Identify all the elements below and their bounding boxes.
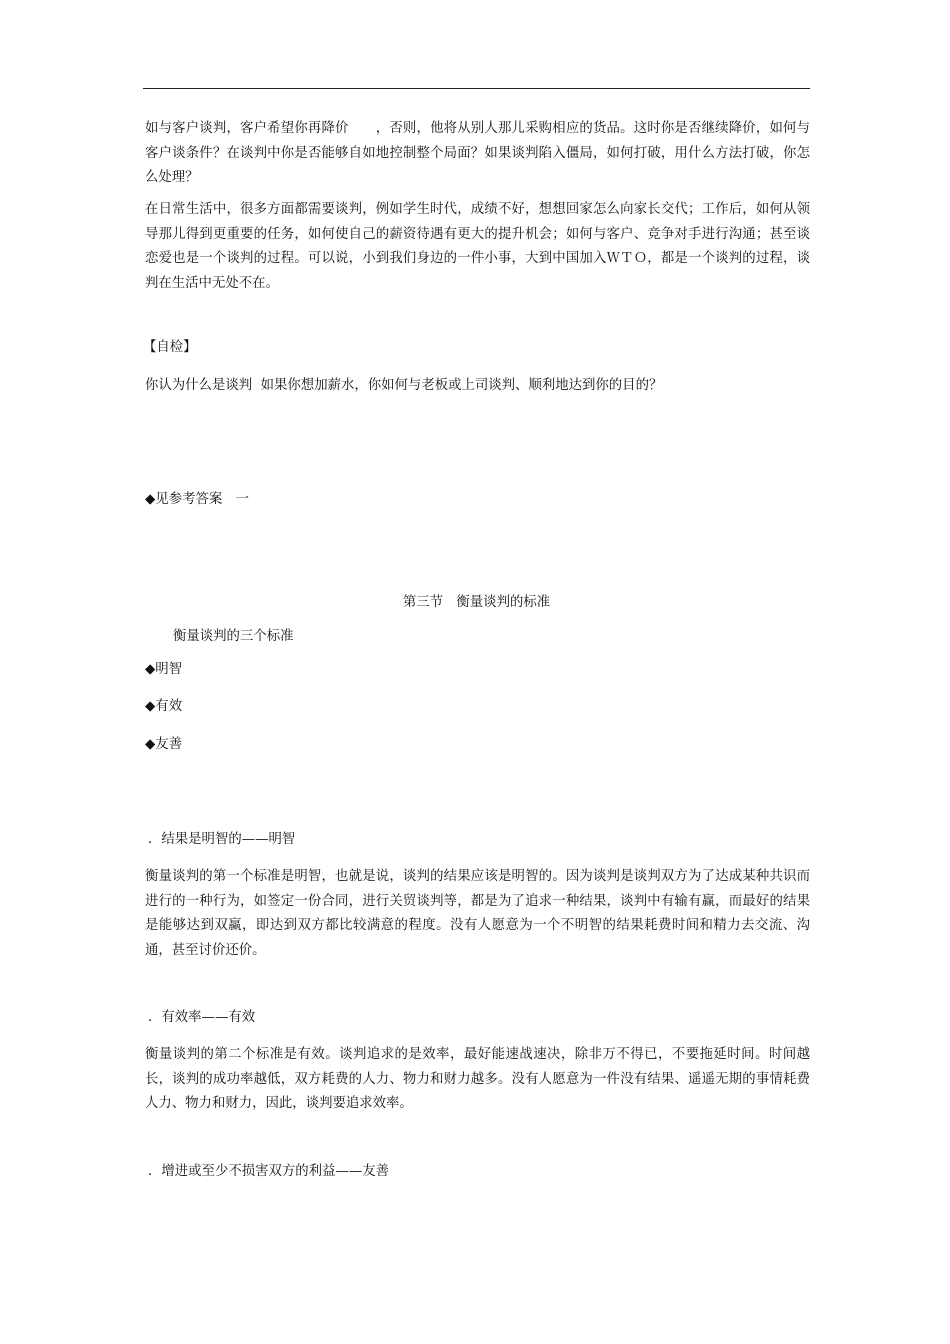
criterion-heading: ．有效率——有效 bbox=[148, 1010, 256, 1025]
intro-paragraph: 如与客户谈判，客户希望你再降价 ，否则，他将从别人那儿采购相应的货品。这时你是否继续降价，如何与客户谈条件？在谈判中你是否能够自如地控制整个局面？如果谈判陷入僵局，如何打破，用什么方法打破，你怎么处理？ bbox=[145, 121, 810, 185]
criterion-body: 衡量谈判的第一个标准是明智，也就是说，谈判的结果应该是明智的。因为谈判是谈判双方为了达成某种共识而进行的一种行为，如签定一份合同，进行关贸谈判等，都是为了追求一种结果，谈判中有输有赢，而最好的结果是能够达到双赢，即达到双方都比较满意的程度。没有人愿意为一个不明智的结果耗费时间和精力去交流、沟通，甚至讨价还价。 bbox=[145, 869, 810, 958]
criterion-heading: ．增进或至少不损害双方的利益——友善 bbox=[148, 1164, 390, 1179]
bullet-item: ◆明智 bbox=[145, 662, 183, 677]
header-rule bbox=[143, 88, 810, 89]
bullet-item: ◆友善 bbox=[145, 737, 183, 752]
self-check-question: 你认为什么是谈判 如果你想加薪水，你如何与老板或上司谈判、顺利地达到你的目的？ bbox=[145, 378, 663, 393]
criterion-heading: ．结果是明智的——明智 bbox=[148, 832, 296, 847]
answer-reference: ◆见参考答案 一 bbox=[145, 492, 250, 507]
self-check-heading: 【自检】 bbox=[143, 340, 197, 355]
section-subtitle: 衡量谈判的三个标准 bbox=[173, 629, 294, 644]
criterion-body: 衡量谈判的第二个标准是有效。谈判追求的是效率，最好能速战速决，除非万不得已，不要拖延时间。时间越长，谈判的成功率越低，双方耗费的人力、物力和财力越多。没有人愿意为一件没有结果、遥遥无期的事情耗费人力、物力和财力，因此，谈判要追求效率。 bbox=[145, 1047, 810, 1111]
section-title: 第三节 衡量谈判的标准 bbox=[402, 595, 551, 610]
bullet-item: ◆有效 bbox=[145, 699, 183, 714]
daily-life-paragraph: 在日常生活中，很多方面都需要谈判，例如学生时代，成绩不好，想想回家怎么向家长交代；工作后，如何从领导那儿得到更重要的任务，如何使自己的薪资待遇有更大的提升机会；如何与客户、竞争对手进行沟通；甚至谈恋爱也是一个谈判的过程。可以说，小到我们身边的一件小事，大到中国加入ＷＴＯ，都是一个谈判的过程，谈判在生活中无处不在。 bbox=[145, 202, 810, 291]
